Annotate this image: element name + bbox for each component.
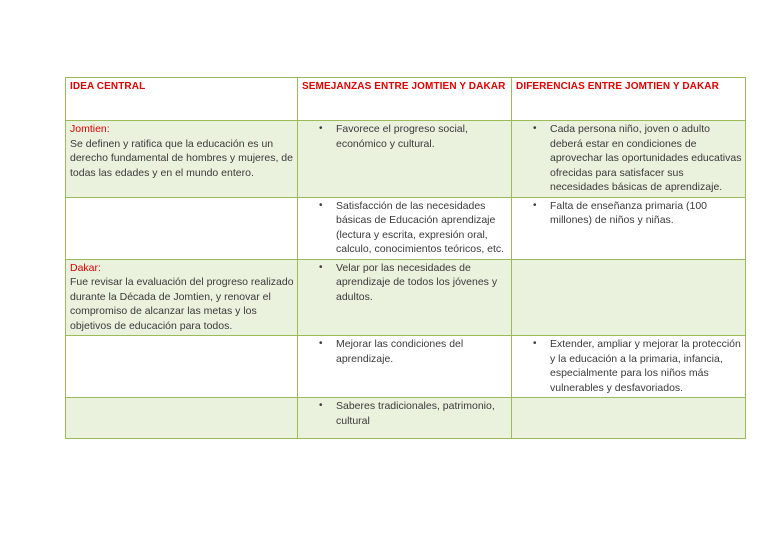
diferencia-cell	[512, 197, 746, 259]
idea-cell	[66, 121, 298, 198]
table-row	[66, 398, 746, 439]
diferencia-text: Cada persona niño, joven o adulto deberá estar en condiciones de aprovechar las oportunidades educativas ofrecidas para satisfacer sus necesidades básicas de aprendizaje.	[550, 123, 742, 193]
list-item	[533, 337, 742, 395]
list-item	[319, 199, 508, 257]
semejanza-text: Favorece el progreso social, económico y cultural.	[336, 123, 468, 150]
list-item	[319, 261, 508, 305]
semejanza-cell	[298, 197, 512, 259]
diferencia-text: Extender, ampliar y mejorar la protección y la educación a la primaria, infancia, especialmente para los niños más vulnerables y desfavoriados.	[550, 338, 741, 394]
idea-label: Dakar:	[70, 261, 101, 274]
list-item	[319, 122, 508, 151]
idea-text: Se definen y ratifica que la educación es un derecho fundamental de hombres y mujeres, de todas las edades y en el mundo entero.	[70, 137, 293, 179]
table-row	[66, 259, 746, 336]
semejanza-cell	[298, 398, 512, 439]
list-item	[533, 199, 742, 228]
diferencia-text: Falta de enseñanza primaria (100 millones) de niños y niñas.	[550, 199, 708, 226]
diferencia-cell	[512, 259, 746, 336]
idea-cell	[66, 336, 298, 398]
header-diferencias: DIFERENCIAS ENTRE JOMTIEN Y DAKAR	[512, 78, 746, 121]
bullet-icon: •	[319, 261, 323, 273]
bullet-icon: •	[319, 338, 323, 349]
semejanza-cell	[298, 336, 512, 398]
list-item	[319, 399, 508, 428]
idea-cell	[66, 197, 298, 259]
semejanza-cell	[298, 259, 512, 336]
idea-cell	[66, 398, 298, 439]
diferencia-cell	[512, 336, 746, 398]
header-row	[66, 78, 746, 121]
semejanza-text: Satisfacción de las necesidades básicas de Educación aprendizaje (lectura y escrita, expresión oral, calculo, conocimientos teóricos, etc.	[336, 199, 505, 255]
bullet-icon: •	[533, 199, 537, 211]
header-idea-central: IDEA CENTRAL	[66, 78, 298, 121]
bullet-icon: •	[319, 123, 323, 134]
semejanza-text: Saberes tradicionales, patrimonio, cultural	[336, 400, 495, 427]
idea-label: Jomtien:	[70, 123, 110, 135]
semejanza-text: Velar por las necesidades de aprendizaje de todos los jóvenes y adultos.	[336, 261, 498, 303]
bullet-icon: •	[319, 400, 323, 411]
bullet-icon: •	[319, 199, 323, 211]
table-row	[66, 197, 746, 259]
idea-text: Fue revisar la evaluación del progreso realizado durante la Década de Jomtien, y renovar el compromiso de alcanzar las metas y los objetivos de educación para todos.	[70, 276, 294, 332]
table-row	[66, 121, 746, 198]
diferencia-cell	[512, 121, 746, 198]
semejanza-text: Mejorar las condiciones del aprendizaje.	[336, 338, 464, 365]
semejanza-cell	[298, 121, 512, 198]
bullet-icon: •	[533, 123, 537, 134]
diferencia-cell	[512, 398, 746, 439]
list-item	[533, 122, 742, 195]
bullet-icon: •	[533, 338, 537, 349]
header-semejanzas: SEMEJANZAS ENTRE JOMTIEN Y DAKAR	[298, 78, 512, 121]
table-row	[66, 336, 746, 398]
idea-cell	[66, 259, 298, 336]
list-item	[319, 337, 508, 366]
comparison-table	[65, 77, 746, 439]
